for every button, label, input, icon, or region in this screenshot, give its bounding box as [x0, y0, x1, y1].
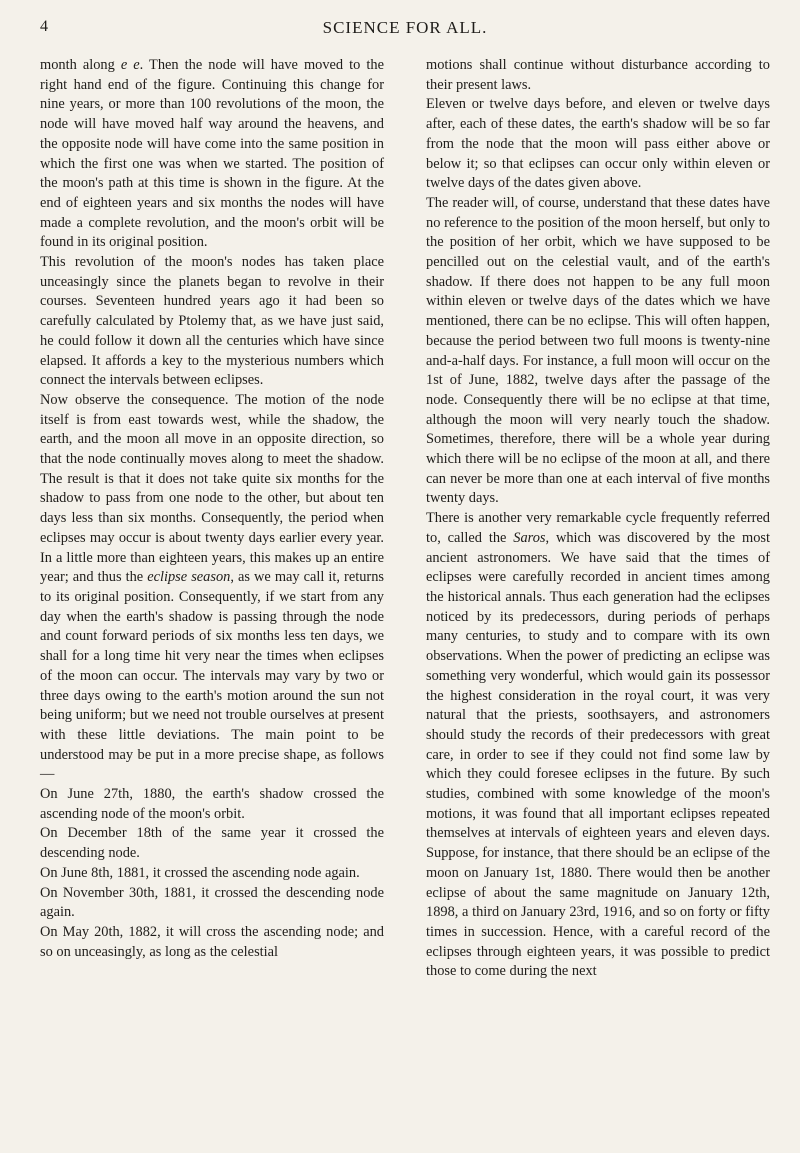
text-run: Now observe the consequence. The motion of the node itself is from east towards west, while the shadow, the earth, and the moon all move in an opposite direction, so that the node continually moves along to meet the shadow. The result is that it does not take quite six months for the shadow to pass from one node to the other, but about ten days less than six months. Consequently, the period when eclipses may occur is about twenty days earlier every year. In a little more than eighteen years, this makes up an entire year; and thus the: [40, 391, 384, 586]
text-run: On June 8th, 1881, it crossed the ascending node again.: [40, 864, 360, 881]
text-run: Eleven or twelve days before, and eleven or twelve days after, each of these dates, the earth's shadow will be so far from the node that the moon will pass either above or below it; so that eclipses can occur only within eleven or twelve days of the dates given above.: [426, 96, 770, 192]
text-run: This revolution of the moon's nodes has taken place unceasingly since the planets began to revolve in their courses. Seventeen hundred years ago it had been so carefully calculated by Ptolemy that, as we have just said, he could follow it down all the centuries which have since elapsed. It affords a key to the mysterious numbers which connect the intervals between eclipses.: [40, 254, 384, 389]
paragraph: [40, 253, 384, 391]
text-run: month along: [40, 57, 121, 73]
text-run: On December 18th of the same year it crossed the descending node.: [40, 825, 384, 862]
paragraph: [426, 194, 770, 509]
right-column: [426, 56, 770, 1143]
paragraph: [40, 923, 384, 962]
page-number: 4: [40, 18, 48, 35]
page-header: [40, 18, 770, 42]
paragraph: [40, 56, 384, 253]
text-run: On November 30th, 1881, it crossed the descending node again.: [40, 884, 384, 921]
text-run: , as we may call it, returns to its original position. Consequently, if we start from any day when the earth's shadow is passing through the node and count forward periods of six months less ten days, we shall for a long time hit very near the times when eclipses of the moon can occur. The intervals may vary by two or three days owing to the earth's motion around the sun not being uniform; but we need not trouble ourselves at present with these little deviations. The main point to be understood may be put in a more precise shape, as follows—: [40, 569, 384, 783]
paragraph: [40, 785, 384, 824]
paragraph: [426, 56, 770, 95]
italic-text: Saros: [513, 529, 546, 546]
italic-text: e e: [120, 57, 140, 73]
text-run: , which was discovered by the most ancient astronomers. We have said that the times of eclipses were carefully recorded in ancient times among the historical annals. Thus each generation had the eclipses noticed by its predecessors, during periods of perhaps many centuries, to study and to compare with its own observations. When the power of predicting an eclipse was something very wonderful, which would gain its possessor the highest consideration in the royal court, it was very natural that the priests, soothsayers, and astronomers should study the records of their predecessors with great care, in order to see if they could not find some law by which they could foresee eclipses in the future. By such studies, combined with some knowledge of the moon's motions, it was found that all important eclipses repeated themselves at intervals of eighteen years and eleven days. Suppose, for instance, that there should be an eclipse of the moon on January 1st, 1880. There would then be another eclipse of about the same magnitude on January 12th, 1898, a third on January 23rd, 1916, and so on forty or fifty times in succession. Hence, with a careful record of the eclipses through eighteen years, it was possible to predict those to come during the next: [426, 529, 770, 980]
paragraph: [40, 884, 384, 923]
text-run: The reader will, of course, understand that these dates have no reference to the position of the moon herself, but only to the position of her orbit, which we have supposed to be pencilled out on the celestial vault, and of the earth's shadow. If there does not happen to be any full moon within eleven or twelve days of the dates which we have mentioned, there can be no eclipse. This will often happen, because the period between two full moons is twenty-nine and-a-half days. For instance, a full moon will occur on the 1st of June, 1882, twelve days after the passage of the node. Consequently there will be no eclipse at that time, although the moon will very nearly touch the shadow. Sometimes, therefore, there will be a whole year during which there will be no eclipse of the moon at all, and there can never be more than one at each interval of five months twenty days.: [426, 194, 770, 507]
text-run: There is another very remarkable cycle frequently referred to, called the: [426, 510, 770, 546]
paragraph: [40, 391, 384, 785]
paragraph: [40, 864, 384, 884]
paragraph: [426, 95, 770, 194]
italic-text: eclipse season: [147, 569, 231, 586]
left-column: [40, 56, 384, 1143]
text-run: motions shall continue without disturbance according to their present laws.: [426, 57, 770, 93]
running-head: SCIENCE FOR ALL.: [322, 18, 488, 37]
text-run: On June 27th, 1880, the earth's shadow crossed the ascending node of the moon's orbit.: [40, 786, 384, 822]
text-run: . Then the node will have moved to the right hand end of the figure. Continuing this change for nine years, or more than 100 revolutions of the moon, the node will have moved half way around the heavens, and the opposite node will have come into the same position in which the first one was when we started. The position of the moon's path at this time is shown in the figure. At the end of eighteen years and six months the nodes will have made a complete revolution, and the moon's orbit will be found in its original position.: [40, 57, 384, 251]
paragraph: [426, 509, 770, 982]
paragraph: [40, 824, 384, 863]
text-run: On May 20th, 1882, it will cross the ascending node; and so on unceasingly, as long as the celestial: [40, 923, 384, 960]
text-columns: [40, 56, 770, 1143]
